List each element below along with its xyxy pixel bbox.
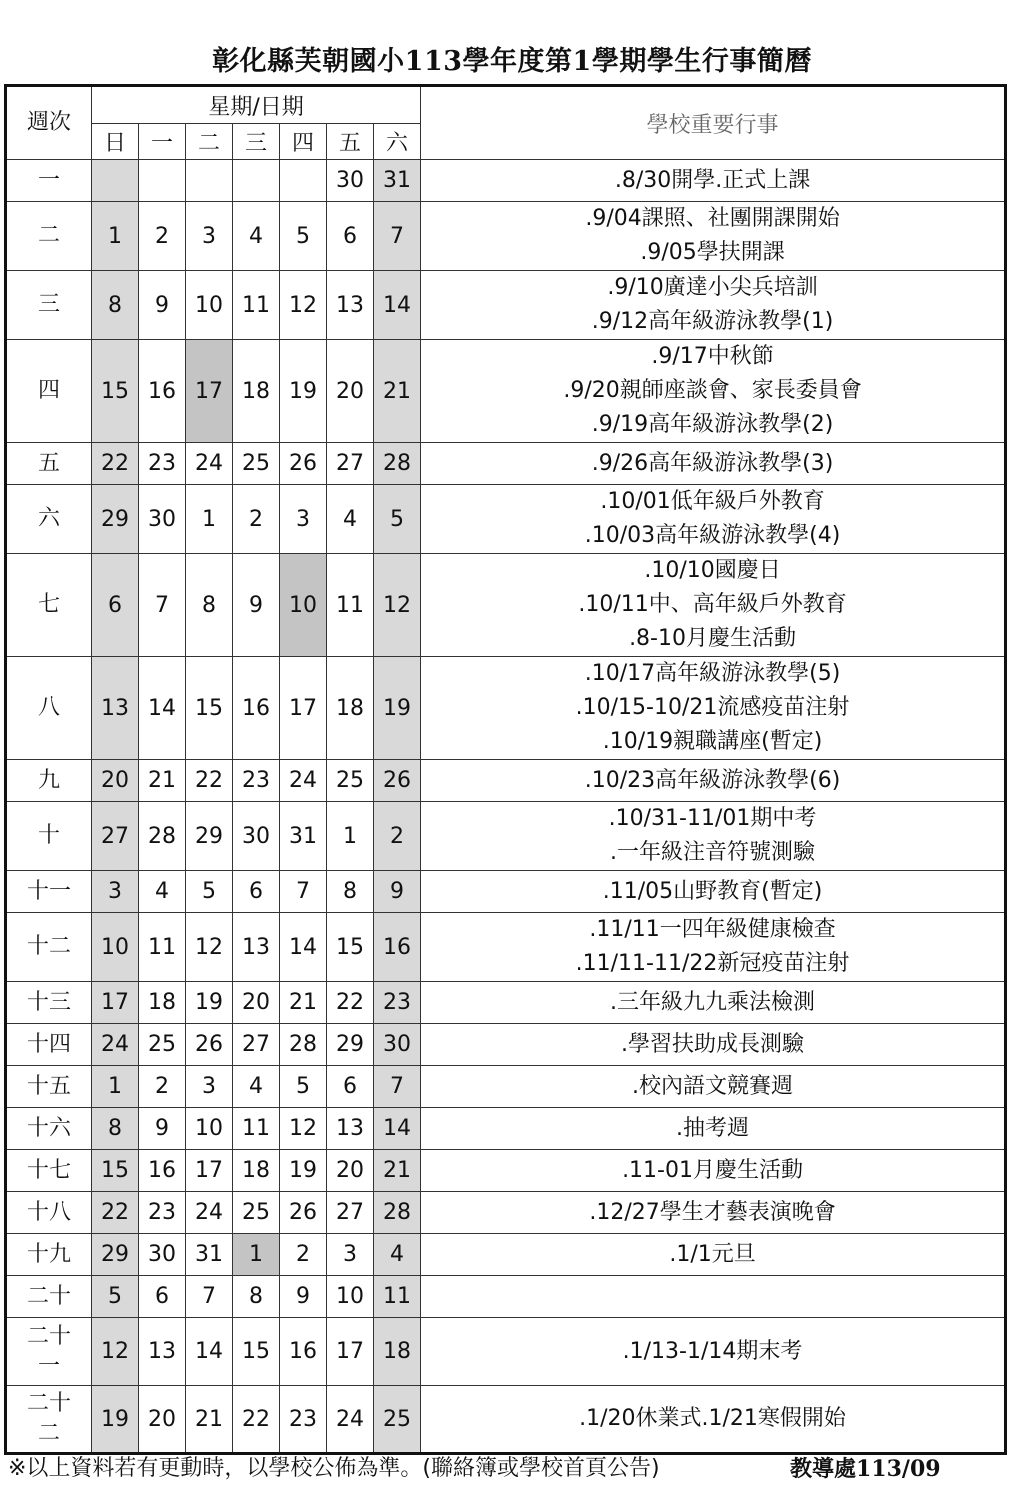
week-row [6,1192,1006,1234]
date-cell: 17 [186,1150,233,1192]
date-cell [233,160,280,202]
date-cell: 9 [280,1276,327,1318]
date-cell: 8 [327,871,374,913]
event-item: .1/1元旦 [669,1241,756,1267]
date-cell: 13 [327,271,374,340]
week-number [6,1234,92,1276]
date-cell: 24 [92,1024,139,1066]
date-cell: 11 [327,554,374,657]
week-number [6,802,92,871]
week-row [6,1318,1006,1386]
week-number-line: 一 [37,1353,60,1379]
date-cell: 10 [280,554,327,657]
date-cell: 7 [186,1276,233,1318]
date-cell: 3 [92,871,139,913]
date-cell: 9 [374,871,421,913]
date-cell: 14 [374,271,421,340]
date-cell: 21 [139,760,186,802]
event-item: .11/11-11/22新冠疫苗注射 [575,951,850,976]
date-cell: 8 [233,1276,280,1318]
events-cell [421,1192,1006,1234]
event-item: .1/13-1/14期末考 [622,1338,803,1364]
event-item: .一年級注音符號測驗 [610,840,816,865]
week-number [6,340,92,443]
week-row [6,202,1006,271]
date-cell: 16 [139,340,186,443]
event-item: .11/05山野教育(暫定) [602,878,823,904]
week-row [6,1150,1006,1192]
week-row [6,1108,1006,1150]
date-cell: 16 [280,1318,327,1386]
week-row [6,982,1006,1024]
date-cell: 18 [374,1318,421,1386]
week-number-line: 十七 [26,1157,71,1183]
date-cell: 25 [233,1192,280,1234]
week-number [6,160,92,202]
date-cell: 23 [139,443,186,485]
weekday-header: 六 [374,124,421,160]
date-cell: 30 [327,160,374,202]
date-cell: 3 [186,1066,233,1108]
date-cell: 17 [186,340,233,443]
date-cell: 19 [280,340,327,443]
event-item: .1/20休業式.1/21寒假開始 [579,1406,846,1431]
date-cell: 6 [92,554,139,657]
week-number-line: 十九 [26,1241,71,1267]
events-cell [421,1150,1006,1192]
week-row [6,871,1006,913]
date-cell: 26 [186,1024,233,1066]
events-cell [421,1066,1006,1108]
date-cell: 16 [139,1150,186,1192]
date-cell: 31 [374,160,421,202]
date-cell: 27 [327,1192,374,1234]
date-cell: 1 [327,802,374,871]
date-cell: 3 [280,485,327,554]
date-cell: 20 [327,340,374,443]
date-cell: 29 [92,1234,139,1276]
event-item: .9/05學扶開課 [640,240,785,265]
event-item: .10/17高年級游泳教學(5) [584,661,841,686]
event-item: .9/19高年級游泳教學(2) [591,412,834,437]
date-cell: 14 [374,1108,421,1150]
week-number-line: 八 [37,695,60,720]
date-cell: 20 [139,1386,186,1454]
week-number-line: 二十 [26,1391,71,1416]
week-number [6,1276,92,1318]
date-cell: 13 [233,913,280,982]
date-cell: 2 [233,485,280,554]
date-cell [92,160,139,202]
date-cell: 23 [139,1192,186,1234]
date-cell: 29 [327,1024,374,1066]
page-title: 彰化縣芙朝國小113學年度第1學期學生行事簡曆 [212,46,812,77]
date-cell: 11 [374,1276,421,1318]
week-row [6,657,1006,760]
week-row [6,554,1006,657]
date-cell: 27 [233,1024,280,1066]
event-item: .10/23高年級游泳教學(6) [584,767,841,793]
week-number-line: 二 [37,223,60,248]
date-cell: 15 [186,657,233,760]
date-cell: 3 [186,202,233,271]
weekday-header: 四 [280,124,327,160]
week-number [6,1318,92,1386]
date-cell: 24 [186,1192,233,1234]
week-number-line: 七 [37,592,60,617]
date-cell: 28 [374,443,421,485]
week-number [6,1108,92,1150]
date-cell: 22 [186,760,233,802]
date-cell: 17 [280,657,327,760]
date-cell: 10 [186,1108,233,1150]
date-cell: 2 [374,802,421,871]
week-number-line: 十 [37,823,60,848]
week-row [6,1066,1006,1108]
week-number-line: 十八 [26,1199,71,1225]
date-cell: 30 [139,1234,186,1276]
date-cell: 30 [233,802,280,871]
week-number [6,760,92,802]
date-cell: 2 [139,1066,186,1108]
date-cell: 26 [280,443,327,485]
date-cell: 30 [374,1024,421,1066]
date-cell: 1 [186,485,233,554]
date-cell: 16 [374,913,421,982]
date-cell: 23 [233,760,280,802]
date-cell: 21 [374,340,421,443]
date-cell: 25 [139,1024,186,1066]
weekday-header: 日 [92,124,139,160]
week-number-line: 十三 [26,989,71,1015]
date-cell: 6 [327,202,374,271]
date-cell: 5 [92,1276,139,1318]
date-cell: 31 [280,802,327,871]
date-cell: 8 [92,271,139,340]
date-cell: 21 [186,1386,233,1454]
week-column-header: 週次 [6,86,92,160]
date-cell: 30 [139,485,186,554]
date-cell: 13 [139,1318,186,1386]
event-item: .10/11中、高年級戶外教育 [578,592,847,617]
date-cell: 23 [280,1386,327,1454]
event-item: .9/26高年級游泳教學(3) [591,450,834,476]
date-cell: 17 [92,982,139,1024]
date-cell: 7 [374,1066,421,1108]
events-cell [421,1386,1006,1454]
date-cell: 13 [92,657,139,760]
date-cell [280,160,327,202]
week-number [6,202,92,271]
weekday-header: 五 [327,124,374,160]
date-cell: 4 [374,1234,421,1276]
date-cell: 18 [327,657,374,760]
week-number [6,1150,92,1192]
week-number-line: 三 [37,292,60,317]
date-cell: 9 [139,271,186,340]
date-cell: 9 [139,1108,186,1150]
date-cell: 12 [280,1108,327,1150]
date-cell: 4 [139,871,186,913]
date-cell: 26 [374,760,421,802]
weekday-header: 一 [139,124,186,160]
week-number [6,871,92,913]
date-cell: 12 [374,554,421,657]
week-number-line: 十二 [26,934,71,959]
date-cell: 12 [186,913,233,982]
date-cell: 5 [374,485,421,554]
date-cell: 14 [139,657,186,760]
date-cell: 24 [280,760,327,802]
date-cell: 26 [280,1192,327,1234]
date-cell: 24 [186,443,233,485]
events-column-header: 學校重要行事 [421,86,1006,160]
date-cell: 22 [92,1192,139,1234]
events-cell [421,1318,1006,1386]
event-item: .11/11一四年級健康檢查 [589,917,836,942]
events-cell [421,340,1006,443]
date-cell: 4 [233,1066,280,1108]
events-cell [421,1024,1006,1066]
events-cell [421,554,1006,657]
date-cell: 15 [92,340,139,443]
date-cell: 20 [327,1150,374,1192]
event-item: .8/30開學.正式上課 [614,167,811,193]
week-number-line: 二十 [26,1323,71,1349]
date-cell: 7 [280,871,327,913]
date-cell: 5 [186,871,233,913]
event-item: .9/20親師座談會、家長委員會 [563,378,862,403]
date-cell: 21 [280,982,327,1024]
event-item: .9/04課照、社團開課開始 [585,206,840,231]
date-cell: 9 [233,554,280,657]
date-cell: 19 [374,657,421,760]
date-cell [139,160,186,202]
date-cell: 15 [92,1150,139,1192]
date-cell: 17 [327,1318,374,1386]
week-row [6,1024,1006,1066]
date-cell: 19 [186,982,233,1024]
week-row [6,760,1006,802]
events-cell [421,982,1006,1024]
date-cell: 14 [280,913,327,982]
date-cell: 3 [327,1234,374,1276]
date-cell: 6 [327,1066,374,1108]
date-cell: 7 [139,554,186,657]
event-item: .11-01月慶生活動 [622,1157,803,1183]
week-number-line: 十五 [26,1073,71,1099]
event-item: .10/15-10/21流感疫苗注射 [575,695,850,720]
events-cell [421,443,1006,485]
date-cell: 15 [233,1318,280,1386]
events-cell [421,160,1006,202]
date-cell: 25 [327,760,374,802]
date-cell: 28 [374,1192,421,1234]
dates-column-header: 星期/日期 [92,86,421,124]
date-cell: 1 [92,1066,139,1108]
week-number-line: 十六 [26,1115,71,1141]
date-cell: 8 [92,1108,139,1150]
week-row [6,802,1006,871]
week-row [6,160,1006,202]
week-row [6,271,1006,340]
week-number-line: 一 [37,167,60,193]
week-number [6,443,92,485]
calendar-table [4,84,1007,1455]
event-item: .10/19親職講座(暫定) [602,729,823,754]
week-number-line: 六 [37,506,60,531]
date-cell: 22 [327,982,374,1024]
date-cell: 10 [186,271,233,340]
week-row [6,1234,1006,1276]
date-cell: 1 [233,1234,280,1276]
date-cell: 20 [92,760,139,802]
week-number [6,485,92,554]
date-cell: 18 [233,1150,280,1192]
date-cell: 4 [233,202,280,271]
event-item: .9/17中秋節 [651,344,774,369]
event-item: .10/03高年級游泳教學(4) [584,523,841,548]
date-cell: 23 [374,982,421,1024]
events-cell [421,485,1006,554]
events-cell [421,802,1006,871]
week-row [6,1386,1006,1454]
event-item: .學習扶助成長測驗 [621,1031,805,1057]
date-cell: 31 [186,1234,233,1276]
date-cell: 22 [233,1386,280,1454]
events-cell [421,1276,1006,1318]
week-row [6,485,1006,554]
date-cell: 7 [374,202,421,271]
date-cell: 27 [327,443,374,485]
date-cell: 4 [327,485,374,554]
event-item: .10/31-11/01期中考 [608,806,817,831]
week-number [6,913,92,982]
event-item: .10/10國慶日 [644,558,781,583]
week-number-line: 十一 [26,878,71,904]
events-cell [421,657,1006,760]
date-cell: 6 [233,871,280,913]
event-item: .9/12高年級游泳教學(1) [591,309,834,334]
week-number [6,982,92,1024]
event-item: .8-10月慶生活動 [629,626,796,651]
date-cell: 6 [139,1276,186,1318]
event-item: .10/01低年級戶外教育 [600,489,825,514]
date-cell: 12 [280,271,327,340]
week-number-line: 九 [37,767,60,793]
week-row [6,340,1006,443]
date-cell: 28 [139,802,186,871]
footer-note: ※以上資料若有更動時，以學校公佈為準。(聯絡簿或學校首頁公告) [8,1456,660,1481]
date-cell: 29 [186,802,233,871]
date-cell: 16 [233,657,280,760]
date-cell: 12 [92,1318,139,1386]
week-number-line: 二 [37,1421,60,1446]
date-cell: 1 [92,202,139,271]
date-cell: 5 [280,1066,327,1108]
date-cell: 29 [92,485,139,554]
date-cell: 2 [280,1234,327,1276]
events-cell [421,913,1006,982]
event-item: .三年級九九乘法檢測 [610,989,816,1015]
event-item: .12/27學生才藝表演晚會 [589,1199,836,1225]
date-cell: 11 [233,1108,280,1150]
date-cell: 5 [280,202,327,271]
events-cell [421,271,1006,340]
events-cell [421,202,1006,271]
week-number-line: 十四 [26,1031,71,1057]
date-cell [186,160,233,202]
week-number [6,657,92,760]
date-cell: 10 [92,913,139,982]
date-cell: 25 [374,1386,421,1454]
week-row [6,443,1006,485]
date-cell: 28 [280,1024,327,1066]
date-cell: 21 [374,1150,421,1192]
event-item: .抽考週 [676,1115,750,1141]
date-cell: 18 [233,340,280,443]
weekday-header: 三 [233,124,280,160]
weekday-header: 二 [186,124,233,160]
date-cell: 27 [92,802,139,871]
week-number [6,554,92,657]
date-cell: 11 [139,913,186,982]
events-cell [421,760,1006,802]
date-cell: 11 [233,271,280,340]
footer-department: 教導處113/09 [790,1456,941,1482]
week-number-line: 二十 [26,1283,71,1309]
week-number [6,1066,92,1108]
event-item: .9/10廣達小尖兵培訓 [607,275,818,300]
date-cell: 20 [233,982,280,1024]
events-cell [421,1108,1006,1150]
date-cell: 25 [233,443,280,485]
date-cell: 18 [139,982,186,1024]
date-cell: 24 [327,1386,374,1454]
week-number [6,1192,92,1234]
week-number-line: 四 [37,378,60,403]
date-cell: 14 [186,1318,233,1386]
week-number [6,271,92,340]
date-cell: 19 [92,1386,139,1454]
date-cell: 22 [92,443,139,485]
date-cell: 13 [327,1108,374,1150]
date-cell: 2 [139,202,186,271]
week-number [6,1386,92,1454]
footer [8,1452,1008,1486]
event-item: .校內語文競賽週 [632,1073,794,1099]
date-cell: 19 [280,1150,327,1192]
events-cell [421,1234,1006,1276]
date-cell: 10 [327,1276,374,1318]
date-cell: 8 [186,554,233,657]
week-number [6,1024,92,1066]
events-cell [421,871,1006,913]
date-cell: 15 [327,913,374,982]
week-row [6,913,1006,982]
week-row [6,1276,1006,1318]
week-number-line: 五 [37,450,60,476]
